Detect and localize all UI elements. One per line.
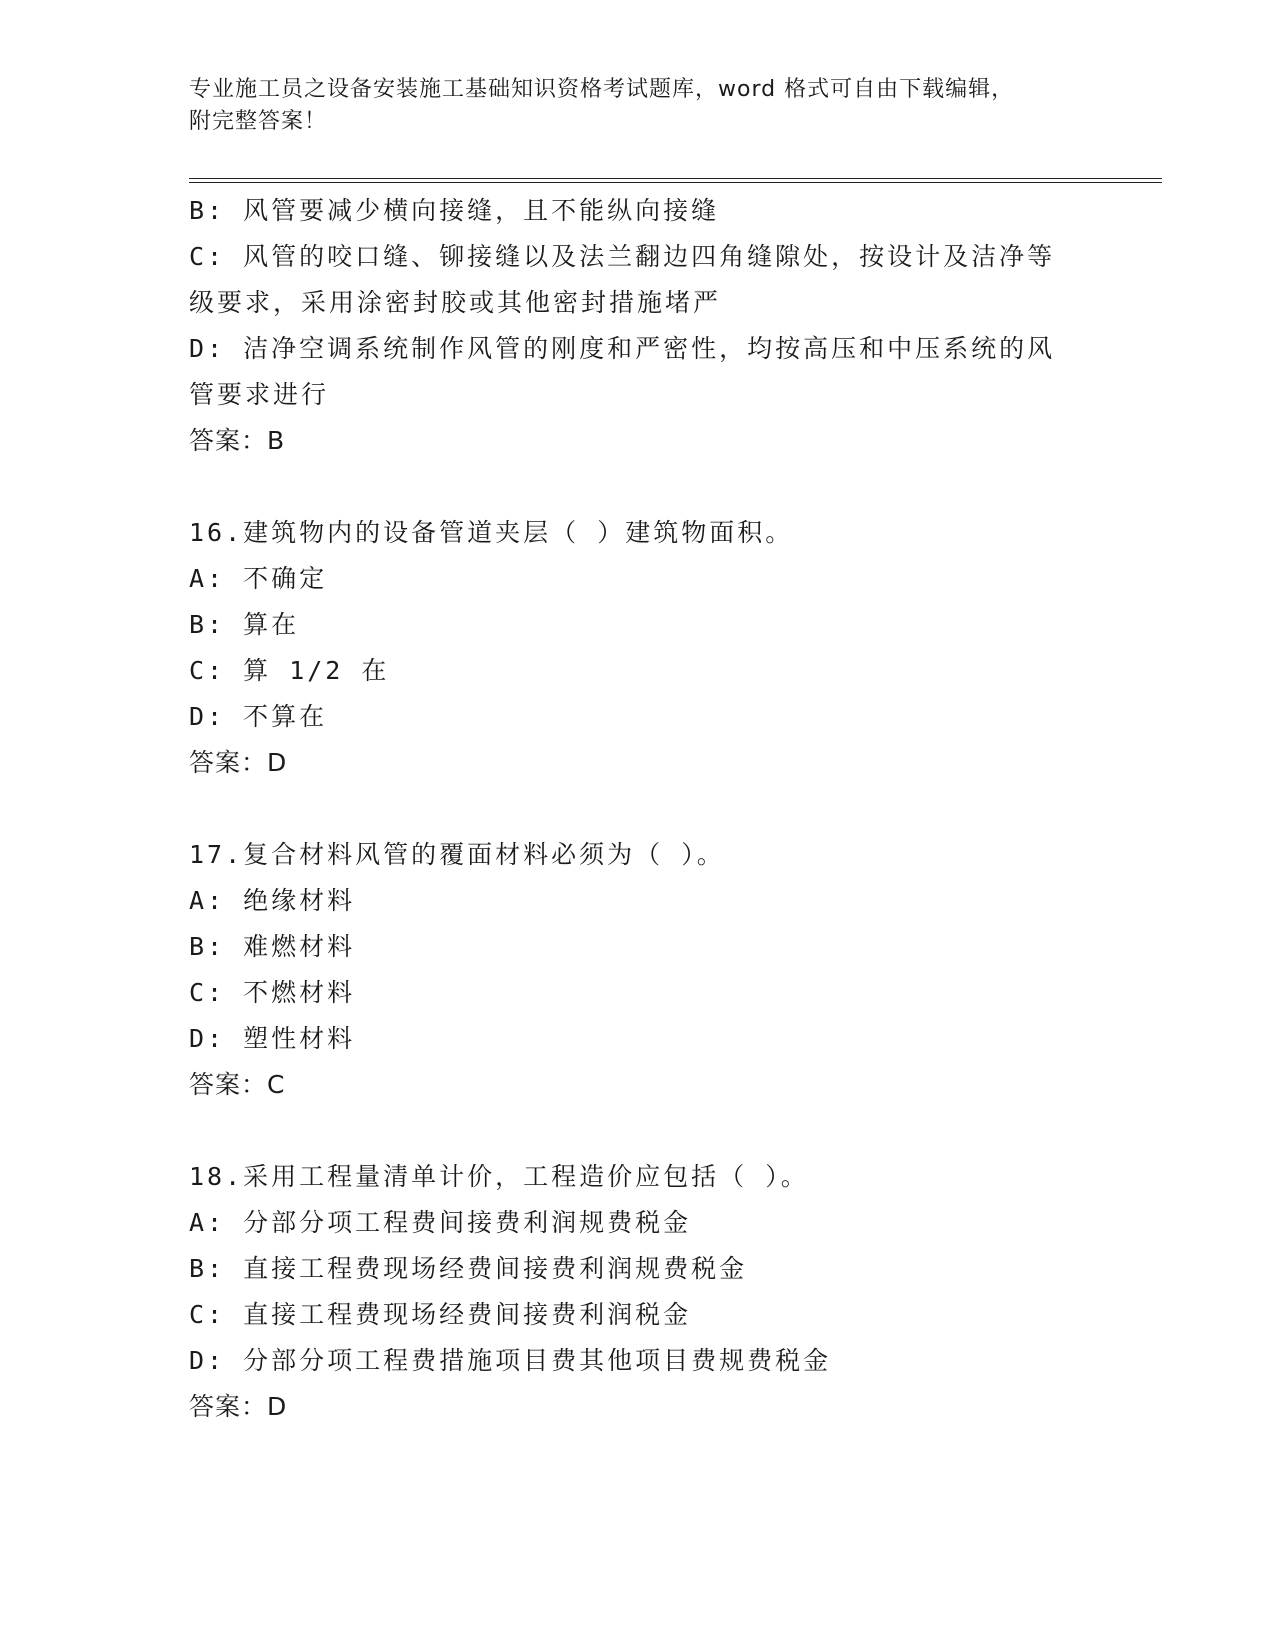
q18-answer: 答案：D [189,1392,288,1421]
question-15-block [189,188,1089,464]
q18-option-a: A: 分部分项工程费间接费利润规费税金 [189,1208,692,1237]
q18-option-c: C: 直接工程费现场经费间接费利润税金 [189,1300,692,1329]
question-17-block [189,832,1089,1108]
q17-option-a: A: 绝缘材料 [189,886,356,915]
q18-question: 18.采用工程量清单计价，工程造价应包括（ ）。 [189,1162,809,1191]
q18-option-d: D: 分部分项工程费措施项目费其他项目费规费税金 [189,1346,832,1375]
q16-option-a: A: 不确定 [189,564,328,593]
q16-option-c: C: 算 1/2 在 [189,656,390,685]
q17-option-b: B: 难燃材料 [189,932,356,961]
q17-option-c: C: 不燃材料 [189,978,356,1007]
q15-option-c-line2: 级要求，采用涂密封胶或其他密封措施堵严 [189,288,722,317]
q15-option-d-line2: 管要求进行 [189,380,330,409]
question-16-block [189,510,1089,786]
q15-option-c-line1: C: 风管的咬口缝、铆接缝以及法兰翻边四角缝隙处，按设计及洁净等 [189,242,1056,271]
header-divider-top [189,178,1162,179]
spacer [189,786,1089,832]
q15-option-b: B: 风管要减少横向接缝，且不能纵向接缝 [189,196,720,225]
q18-option-b: B: 直接工程费现场经费间接费利润规费税金 [189,1254,748,1283]
header-divider-bottom [189,182,1162,183]
q15-answer: 答案：B [189,426,286,455]
q17-option-d: D: 塑性材料 [189,1024,356,1053]
question-18-block [189,1154,1089,1430]
document-body [189,188,1089,1430]
q17-answer: 答案：C [189,1070,286,1099]
q16-option-d: D: 不算在 [189,702,328,731]
header-line-1: 专业施工员之设备安装施工基础知识资格考试题库，word 格式可自由下载编辑， [189,77,1015,102]
q16-answer: 答案：D [189,748,288,777]
header-line-2: 附完整答案！ [189,109,328,134]
q15-option-d-line1: D: 洁净空调系统制作风管的刚度和严密性，均按高压和中压系统的风 [189,334,1056,363]
document-header [189,74,1089,138]
spacer [189,464,1089,510]
q16-question: 16.建筑物内的设备管道夹层（ ）建筑物面积。 [189,518,794,547]
q16-option-b: B: 算在 [189,610,300,639]
q17-question: 17.复合材料风管的覆面材料必须为（ ）。 [189,840,725,869]
spacer [189,1108,1089,1154]
